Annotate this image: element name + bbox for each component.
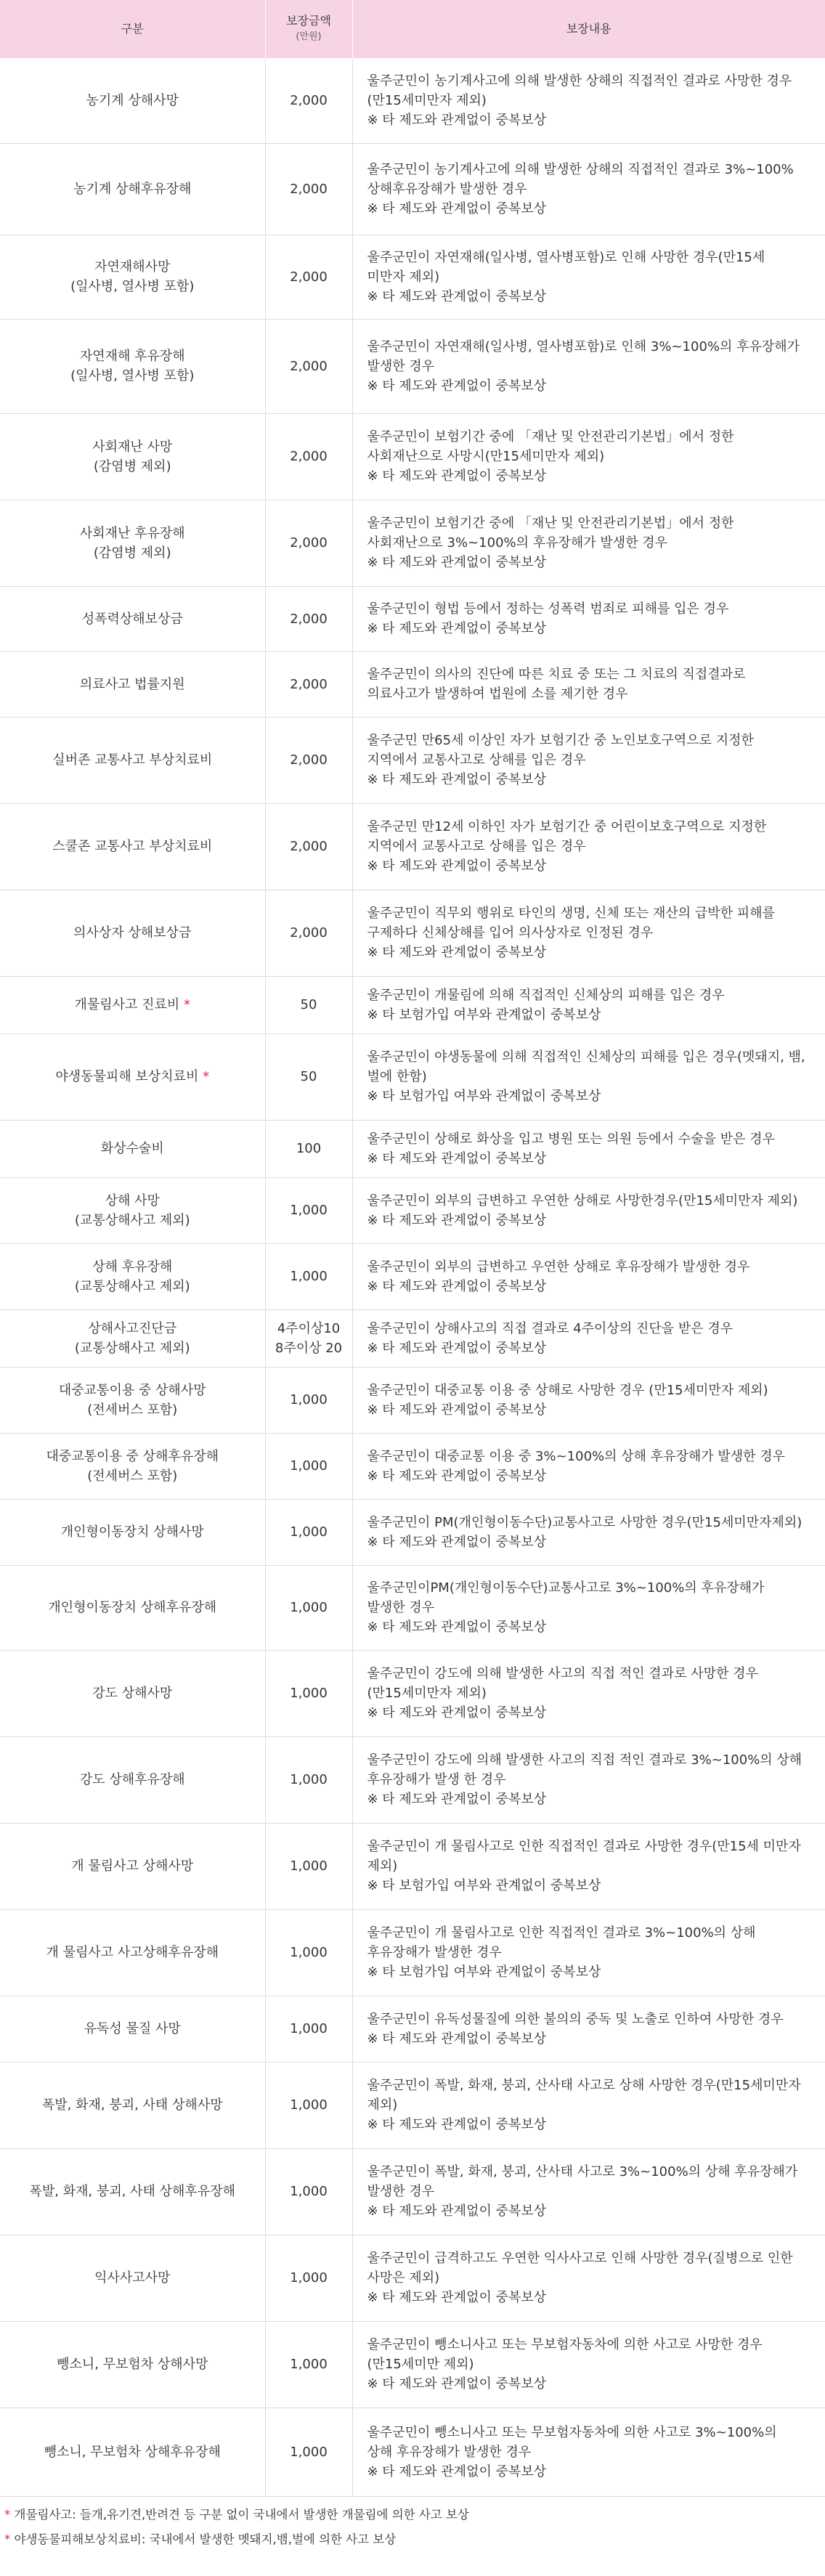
coverage-category [0,1177,265,1243]
coverage-category [0,1433,265,1499]
description-text: 울주군민이 보험기간 중에 「재난 및 안전관리기본법」에서 정한 사회재난으로 사망시(만15세미만자 제외) [367,429,734,464]
coverage-amount [265,717,352,803]
table-row [0,2321,825,2408]
description-note: ※ 타 제도와 관계없이 중복보상 [367,1792,547,1807]
table-row [0,1996,825,2062]
description-text: 울주군민이PM(개인형이동수단)교통사고로 3%~100%의 후유장해가 발생한 경우 [367,1580,765,1615]
table-header-row [0,0,825,58]
coverage-category [0,1309,265,1367]
description-note: ※ 타 제도와 관계없이 중복보상 [367,1402,547,1418]
coverage-amount [265,976,352,1033]
category-text: 폭발, 화재, 붕괴, 사태 상해사망 [41,2097,223,2113]
coverage-category [0,1120,265,1177]
description-note: ※ 타 제도와 관계없이 중복보상 [367,378,547,394]
coverage-category [0,2321,265,2408]
footnote-item [4,2503,822,2527]
coverage-description [352,976,825,1033]
coverage-description [352,1177,825,1243]
coverage-amount [265,1996,352,2062]
coverage-description [352,1499,825,1565]
coverage-amount [265,2148,352,2235]
header-content: 보장내용 [352,0,825,58]
description-note: ※ 타 제도와 관계없이 중복보상 [367,2117,547,2132]
coverage-amount [265,803,352,890]
coverage-category [0,1499,265,1565]
coverage-amount [265,1243,352,1309]
category-text: 상해사고진단금 [88,1320,177,1336]
coverage-description [352,500,825,586]
category-text: 사회재난 후유장해 [79,525,185,541]
footnote-mark: * [4,2507,11,2522]
amount-text: 1,000 [290,1203,328,1218]
description-note: ※ 타 제도와 관계없이 중복보상 [367,2290,547,2305]
amount-text: 2,000 [290,181,328,197]
coverage-description [352,2235,825,2321]
description-note: ※ 타 제도와 관계없이 중복보상 [367,1468,547,1484]
amount-text: 2,000 [290,752,328,768]
category-text: 폭발, 화재, 붕괴, 사태 상해후유장해 [29,2184,235,2199]
coverage-category [0,143,265,235]
amount-text: 1,000 [290,2184,328,2199]
description-note: ※ 타 보험가입 여부와 관계없이 중복보상 [367,1878,601,1893]
amount-text: 2,000 [290,839,328,854]
description-text: 울주군민이 강도에 의해 발생한 사고의 직접 적인 결과로 사망한 경우 (만15세미만자 제외) [367,1666,758,1701]
description-note: ※ 타 제도와 관계없이 중복보상 [367,772,547,787]
coverage-category [0,1243,265,1309]
description-note: ※ 타 제도와 관계없이 중복보상 [367,555,547,570]
coverage-category [0,890,265,976]
description-text: 울주군민이 자연재해(일사병, 열사병포함)로 인해 3%~100%의 후유장해가 발생한 경우 [367,338,800,374]
table-row [0,1736,825,1823]
category-text: (전세버스 포함) [87,1402,178,1418]
table-row [0,143,825,235]
table-row [0,1650,825,1736]
amount-text: 8주이상 20 [275,1340,343,1356]
footnote-text: 개물림사고: 들개,유기견,반려견 등 구분 없이 국내에서 발생한 개물림에 의한 사고 보상 [14,2507,469,2522]
description-note: ※ 타 보험가입 여부와 관계없이 중복보상 [367,1089,601,1104]
category-text: (감염병 제외) [93,458,171,474]
coverage-description [352,1823,825,1909]
coverage-amount [265,1650,352,1736]
description-text: 울주군민이 외부의 급변하고 우연한 상해로 후유장해가 발생한 경우 [367,1259,750,1275]
category-text: (교통상해사고 제외) [74,1212,190,1228]
table-row [0,235,825,319]
amount-text: 100 [296,1141,322,1156]
coverage-amount [265,1367,352,1433]
description-text: 울주군민이 농기계사고에 의해 발생한 상해의 직접적인 결과로 3%~100% 상해후유장해가 발생한 경우 [367,161,794,197]
category-text: 개 물림사고 상해사망 [71,1858,194,1874]
description-text: 울주군민이 직무외 행위로 타인의 생명, 신체 또는 재산의 급박한 피해를 구제하다 신체상해를 입어 의사상자로 인정된 경우 [367,906,775,940]
footnotes [0,2497,825,2552]
description-note: ※ 타 제도와 관계없이 중복보상 [367,468,547,484]
category-text: 강도 상해사망 [92,1686,173,1701]
coverage-amount [265,1736,352,1823]
amount-text: 2,000 [290,611,328,627]
amount-text: 1,000 [290,1858,328,1874]
coverage-description [352,1033,825,1120]
coverage-description [352,1909,825,1996]
coverage-description [352,2062,825,2148]
description-text: 울주군민이 의사의 진단에 따른 치료 중 또는 그 치료의 직접결과로 의료사고가 발생하여 법원에 소를 제기한 경우 [367,667,746,702]
table-body [0,58,825,2496]
description-note: ※ 타 제도와 관계없이 중복보상 [367,858,547,874]
category-text: 익사사고사망 [94,2270,171,2286]
description-note: ※ 타 제도와 관계없이 중복보상 [367,112,547,128]
description-note: ※ 타 제도와 관계없이 중복보상 [367,2031,547,2047]
amount-text: 1,000 [290,2444,328,2460]
description-text: 울주군민이 농기계사고에 의해 발생한 상해의 직접적인 결과로 사망한 경우(만15세미만자 제외) [367,73,792,108]
amount-text: 2,000 [290,676,328,692]
coverage-category [0,803,265,890]
amount-text: 1,000 [290,1945,328,1960]
category-text: (감염병 제외) [93,545,171,561]
table-row [0,1120,825,1177]
category-text: 강도 상해후유장해 [79,1772,185,1787]
category-text: 자연재해 후유장해 [79,349,185,364]
table-row [0,1033,825,1120]
amount-text: 2,000 [290,925,328,940]
table-row [0,2148,825,2235]
coverage-amount [265,651,352,717]
header-category: 구분 [0,0,265,58]
amount-text: 1,000 [290,1524,328,1540]
coverage-description [352,1367,825,1433]
description-note: ※ 타 제도와 관계없이 중복보상 [367,945,547,960]
footnote-item [4,2527,822,2552]
coverage-amount [265,500,352,586]
description-text: 울주군민이 개 물림사고로 인한 직접적인 결과로 3%~100%의 상해 후유장해가 발생한 경우 [367,1925,756,1960]
amount-text: 1,000 [290,1686,328,1701]
coverage-amount [265,1033,352,1120]
table-row [0,2062,825,2148]
category-text: 개 물림사고 사고상해후유장해 [46,1945,219,1960]
table-row [0,58,825,143]
description-text: 울주군민이 개물림에 의해 직접적인 신체상의 피해를 입은 경우 [367,987,725,1003]
table-row [0,1433,825,1499]
description-note: ※ 타 제도와 관계없이 중복보상 [367,1620,547,1635]
coverage-category [0,2235,265,2321]
category-text: 상해 후유장해 [92,1259,173,1275]
coverage-category [0,1033,265,1120]
coverage-amount [265,1909,352,1996]
header-amount-label: 보장금액 [286,14,331,28]
category-text-label: 개물림사고 진료비 [74,997,180,1012]
coverage-description [352,890,825,976]
header-amount-unit: (만원) [296,31,322,42]
coverage-description [352,803,825,890]
amount-text: 2,000 [290,535,328,550]
coverage-description [352,413,825,500]
amount-text: 1,000 [290,2097,328,2113]
coverage-category [0,500,265,586]
coverage-description [352,2148,825,2235]
category-text: 실버존 교통사고 부상치료비 [52,752,213,768]
coverage-description [352,1120,825,1177]
description-text: 울주군민이 대중교통 이용 중 상해로 사망한 경우 (만15세미만자 제외) [367,1382,768,1398]
coverage-category [0,976,265,1033]
category-text: (교통상해사고 제외) [74,1278,190,1294]
category-text: 의료사고 법률지원 [79,676,185,692]
coverage-description [352,319,825,413]
amount-text: 2,000 [290,449,328,464]
description-text: 울주군민이 상해로 화상을 입고 병원 또는 의원 등에서 수술을 받은 경우 [367,1131,775,1147]
coverage-description [352,1996,825,2062]
coverage-category [0,1367,265,1433]
description-text: 울주군민이 외부의 급변하고 우연한 상해로 사망한경우(만15세미만자 제외) [367,1192,798,1208]
table-row [0,890,825,976]
category-text: 개인형이동장치 상해사망 [60,1524,204,1540]
coverage-category [0,717,265,803]
category-text: 뺑소니, 무보험차 상해후유장해 [44,2444,221,2460]
description-text: 울주군민이 대중교통 이용 중 3%~100%의 상해 후유장해가 발생한 경우 [367,1448,786,1464]
description-note: ※ 타 제도와 관계없이 중복보상 [367,1534,547,1550]
coverage-category [0,1909,265,1996]
category-text: 사회재난 사망 [92,439,173,455]
coverage-amount [265,235,352,319]
coverage-description [352,1243,825,1309]
category-text [13,995,252,1015]
category-text: (일사병, 열사병 포함) [70,368,195,383]
coverage-description [352,586,825,651]
coverage-amount [265,890,352,976]
description-note: ※ 타 제도와 관계없이 중복보상 [367,2376,547,2392]
description-note: ※ 타 제도와 관계없이 중복보상 [367,1705,547,1720]
description-text: 울주군민이 뺑소니사고 또는 무보험자동차에 의한 사고로 사망한 경우 (만15세미만 제외) [367,2337,763,2372]
coverage-category [0,1823,265,1909]
description-note: ※ 타 제도와 관계없이 중복보상 [367,2203,547,2219]
amount-text: 1,000 [290,2270,328,2286]
table-row [0,803,825,890]
coverage-description [352,58,825,143]
coverage-category [0,1650,265,1736]
table-row [0,1243,825,1309]
category-text: 대중교통이용 중 상해후유장해 [46,1448,219,1464]
description-text: 울주군민이 유독성물질에 의한 불의의 중독 및 노출로 인하여 사망한 경우 [367,2011,784,2027]
description-text: 울주군민 만12세 이하인 자가 보험기간 중 어린이보호구역으로 지정한 지역에서 교통사고로 상해를 입은 경우 [367,819,767,854]
category-text [13,1067,252,1086]
table-row [0,2408,825,2496]
amount-text: 1,000 [290,1600,328,1615]
amount-text: 2,000 [290,358,328,374]
coverage-description [352,2408,825,2496]
category-text: 화상수술비 [100,1141,164,1156]
description-note: ※ 타 제도와 관계없이 중복보상 [367,1340,547,1356]
category-text: (전세버스 포함) [87,1468,178,1484]
table-row [0,651,825,717]
coverage-category [0,651,265,717]
description-note: ※ 타 보험가입 여부와 관계없이 중복보상 [367,1007,601,1023]
description-text: 울주군민이 폭발, 화재, 붕괴, 산사태 사고로 3%~100%의 상해 후유장해가 발생한 경우 [367,2164,798,2199]
category-text: 농기계 상해후유장해 [73,181,192,197]
coverage-description [352,651,825,717]
description-note: ※ 타 제도와 관계없이 중복보상 [367,2463,547,2479]
amount-text: 1,000 [290,2357,328,2372]
table-row [0,413,825,500]
description-text: 울주군민이 보험기간 중에 「재난 및 안전관리기본법」에서 정한 사회재난으로 3%~100%의 후유장해가 발생한 경우 [367,516,734,550]
table-row [0,1309,825,1367]
category-text: 상해 사망 [105,1192,160,1208]
amount-text: 1,000 [290,1772,328,1787]
coverage-description [352,1565,825,1650]
table-row [0,717,825,803]
description-text: 울주군민 만65세 이상인 자가 보험기간 중 노인보호구역으로 지정한 지역에서 교통사고로 상해를 입은 경우 [367,733,754,768]
description-text: 울주군민이 자연재해(일사병, 열사병포함)로 인해 사망한 경우(만15세 미만자 제외) [367,249,765,285]
amount-text: 2,000 [290,269,328,285]
description-text: 울주군민이 강도에 의해 발생한 사고의 직접 적인 결과로 3%~100%의 상해 후유장해가 발생 한 경우 [367,1752,802,1787]
table-row [0,586,825,651]
coverage-category [0,586,265,651]
description-text: 울주군민이 급격하고도 우연한 익사사고로 인해 사망한 경우(질병으로 인한 사망은 제외) [367,2251,793,2286]
coverage-category [0,58,265,143]
category-text: 스쿨존 교통사고 부상치료비 [52,839,213,854]
coverage-category [0,235,265,319]
table-row [0,319,825,413]
coverage-amount [265,1565,352,1650]
coverage-amount [265,58,352,143]
coverage-amount [265,2235,352,2321]
category-text: 의사상자 상해보상금 [73,925,192,940]
category-text: 개인형이동장치 상해후유장해 [48,1600,217,1615]
description-text: 울주군민이 개 물림사고로 인한 직접적인 결과로 사망한 경우(만15세 미만자 제외) [367,1839,801,1874]
table-row [0,1367,825,1433]
description-text: 울주군민이 PM(개인형이동수단)교통사고로 사망한 경우(만15세미만자제외) [367,1514,802,1530]
category-text: 농기계 상해사망 [86,92,179,108]
table-row [0,2235,825,2321]
description-note: ※ 타 제도와 관계없이 중복보상 [367,1278,547,1294]
coverage-category [0,319,265,413]
description-text: 울주군민이 상해사고의 직접 결과로 4주이상의 진단을 받은 경우 [367,1320,733,1336]
coverage-description [352,1433,825,1499]
category-text: 뺑소니, 무보험차 상해사망 [57,2357,208,2372]
table-row [0,500,825,586]
coverage-amount [265,1177,352,1243]
amount-text: 50 [300,1069,317,1084]
coverage-amount [265,586,352,651]
description-note: ※ 타 제도와 관계없이 중복보상 [367,288,547,304]
header-amount [265,0,352,58]
amount-text: 1,000 [290,1392,328,1407]
description-text: 울주군민이 야생동물에 의해 직접적인 신체상의 피해를 입은 경우(멧돼지, 뱀, 벌에 한함) [367,1049,805,1084]
coverage-category [0,413,265,500]
coverage-description [352,235,825,319]
category-text: (일사병, 열사병 포함) [70,279,195,294]
coverage-amount [265,143,352,235]
coverage-amount [265,1499,352,1565]
table-row [0,1177,825,1243]
coverage-category [0,2408,265,2496]
category-text-label: 야생동물피해 보상치료비 [55,1069,199,1084]
coverage-description [352,1650,825,1736]
table-row [0,1909,825,1996]
footnote-mark: * [203,1069,210,1084]
amount-text: 1,000 [290,1269,328,1284]
coverage-amount [265,1433,352,1499]
description-note: ※ 타 제도와 관계없이 중복보상 [367,621,547,636]
amount-text: 2,000 [290,92,328,108]
category-text: (교통상해사고 제외) [74,1340,190,1356]
coverage-category [0,1565,265,1650]
description-note: ※ 타 보험가입 여부와 관계없이 중복보상 [367,1964,601,1980]
coverage-category [0,1996,265,2062]
amount-text: 1,000 [290,2021,328,2036]
coverage-description [352,2321,825,2408]
description-text: 울주군민이 뺑소니사고 또는 무보험자동차에 의한 사고로 3%~100%의 상해 후유장해가 발생한 경우 [367,2424,777,2460]
coverage-description [352,1309,825,1367]
category-text: 대중교통이용 중 상해사망 [58,1382,206,1398]
coverage-category [0,1736,265,1823]
coverage-amount [265,319,352,413]
coverage-description [352,143,825,235]
amount-text: 1,000 [290,1458,328,1474]
table-row [0,1499,825,1565]
coverage-description [352,717,825,803]
footnote-mark: * [184,997,191,1012]
coverage-amount [265,1120,352,1177]
coverage-amount [265,2321,352,2408]
description-note: ※ 타 제도와 관계없이 중복보상 [367,200,547,216]
description-text: 울주군민이 형법 등에서 정하는 성폭력 범죄로 피해를 입은 경우 [367,601,729,617]
amount-text: 4주이상10 [277,1320,341,1336]
table-row [0,1823,825,1909]
category-text: 유독성 물질 사망 [84,2021,181,2036]
coverage-category [0,2148,265,2235]
coverage-amount [265,2062,352,2148]
coverage-amount [265,1823,352,1909]
description-note: ※ 타 제도와 관계없이 중복보상 [367,1212,547,1228]
category-text: 성폭력상해보상금 [81,611,183,627]
coverage-amount [265,413,352,500]
coverage-description [352,1736,825,1823]
footnote-mark: * [4,2532,11,2546]
description-text: 울주군민이 폭발, 화재, 붕괴, 산사태 사고로 상해 사망한 경우(만15세미만자 제외) [367,2078,801,2113]
description-note: ※ 타 제도와 관계없이 중복보상 [367,1150,547,1166]
table-row [0,976,825,1033]
coverage-category [0,2062,265,2148]
table-row [0,1565,825,1650]
coverage-amount [265,1309,352,1367]
amount-text: 50 [300,997,317,1012]
category-text: 자연재해사망 [94,259,171,275]
coverage-amount [265,2408,352,2496]
footnote-text: 야생동물피해보상치료비: 국내에서 발생한 멧돼지,뱀,벌에 의한 사고 보상 [14,2532,397,2546]
